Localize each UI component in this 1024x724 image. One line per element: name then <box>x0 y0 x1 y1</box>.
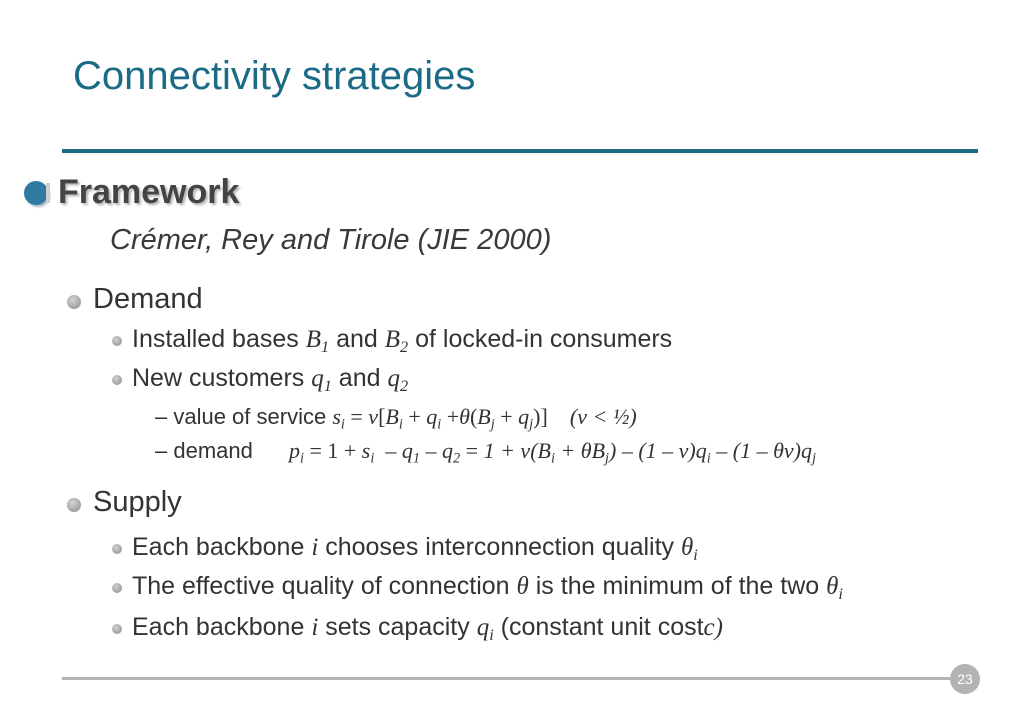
value-label: – value of service <box>155 404 327 429</box>
page-number-badge: 23 <box>950 664 980 694</box>
b3-text: Each backbone <box>132 613 305 641</box>
newcust-and: and <box>338 364 381 392</box>
framework-heading: Framework <box>58 173 240 211</box>
b2-text2: is the minimum of the two <box>535 572 820 600</box>
math-theta-i-2: $\theta_i$ <box>826 573 843 603</box>
math-q1: $q_1$ <box>311 365 332 395</box>
capacity-bullet-icon <box>112 624 122 634</box>
math-theta-i: $\theta_i$ <box>681 534 698 564</box>
installed-and: and <box>336 325 378 353</box>
supply-label: Supply <box>93 486 182 518</box>
backbone-quality-item <box>132 533 698 562</box>
framework-bullet-icon <box>24 181 48 205</box>
math-qi: $q_i$ <box>476 614 494 644</box>
slide-title: Connectivity strategies <box>73 54 476 98</box>
footer-divider <box>62 677 950 680</box>
math-theta: θ <box>516 573 529 600</box>
b1-text2: chooses interconnection quality <box>325 533 675 561</box>
demand-formula: $p_i = 1 + s_i - q_1 - q_2 = 1 + v(B_i + \theta B_j) - (1 - v)q_i - (1 - \theta v)q_j$ <box>288 438 816 467</box>
supply-bullet-icon <box>67 498 81 512</box>
math-b1: $B_1$ <box>305 326 330 356</box>
math-c: c) <box>703 614 723 641</box>
backbone-quality-bullet-icon <box>112 544 122 554</box>
value-of-service-item <box>155 404 637 433</box>
demand-bullet-icon <box>67 295 81 309</box>
math-b2: $B_2$ <box>384 326 409 356</box>
demand-label: Demand <box>93 283 203 315</box>
framework-bullet-edge <box>46 183 50 203</box>
installed-bases-bullet-icon <box>112 336 122 346</box>
b2-text: The effective quality of connection <box>132 572 510 600</box>
b1-text: Each backbone <box>132 533 305 561</box>
value-condition: (v < ½) <box>569 404 637 429</box>
effective-quality-bullet-icon <box>112 583 122 593</box>
effective-quality-item <box>132 572 843 601</box>
citation: Crémer, Rey and Tirole (JIE 2000) <box>110 224 552 256</box>
b3-text3: (constant unit cost <box>500 613 704 641</box>
math-i: i <box>311 534 319 561</box>
demand-formula-item <box>155 438 816 467</box>
b3-text2: sets capacity <box>325 613 470 641</box>
value-formula: $s_i = v[B_i + q_i +\theta(B_j + q_j)]$ <box>332 404 548 433</box>
installed-text: Installed bases <box>132 325 299 353</box>
installed-tail: of locked-in consumers <box>415 325 673 353</box>
capacity-item <box>132 613 723 642</box>
demand-formula-label: – demand <box>155 438 253 463</box>
installed-bases-item <box>132 325 672 354</box>
math-q2: $q_2$ <box>387 365 409 395</box>
new-customers-bullet-icon <box>112 375 122 385</box>
title-divider <box>62 149 978 153</box>
new-customers-item <box>132 364 408 393</box>
newcust-text: New customers <box>132 364 305 392</box>
math-i-2: i <box>311 614 319 641</box>
